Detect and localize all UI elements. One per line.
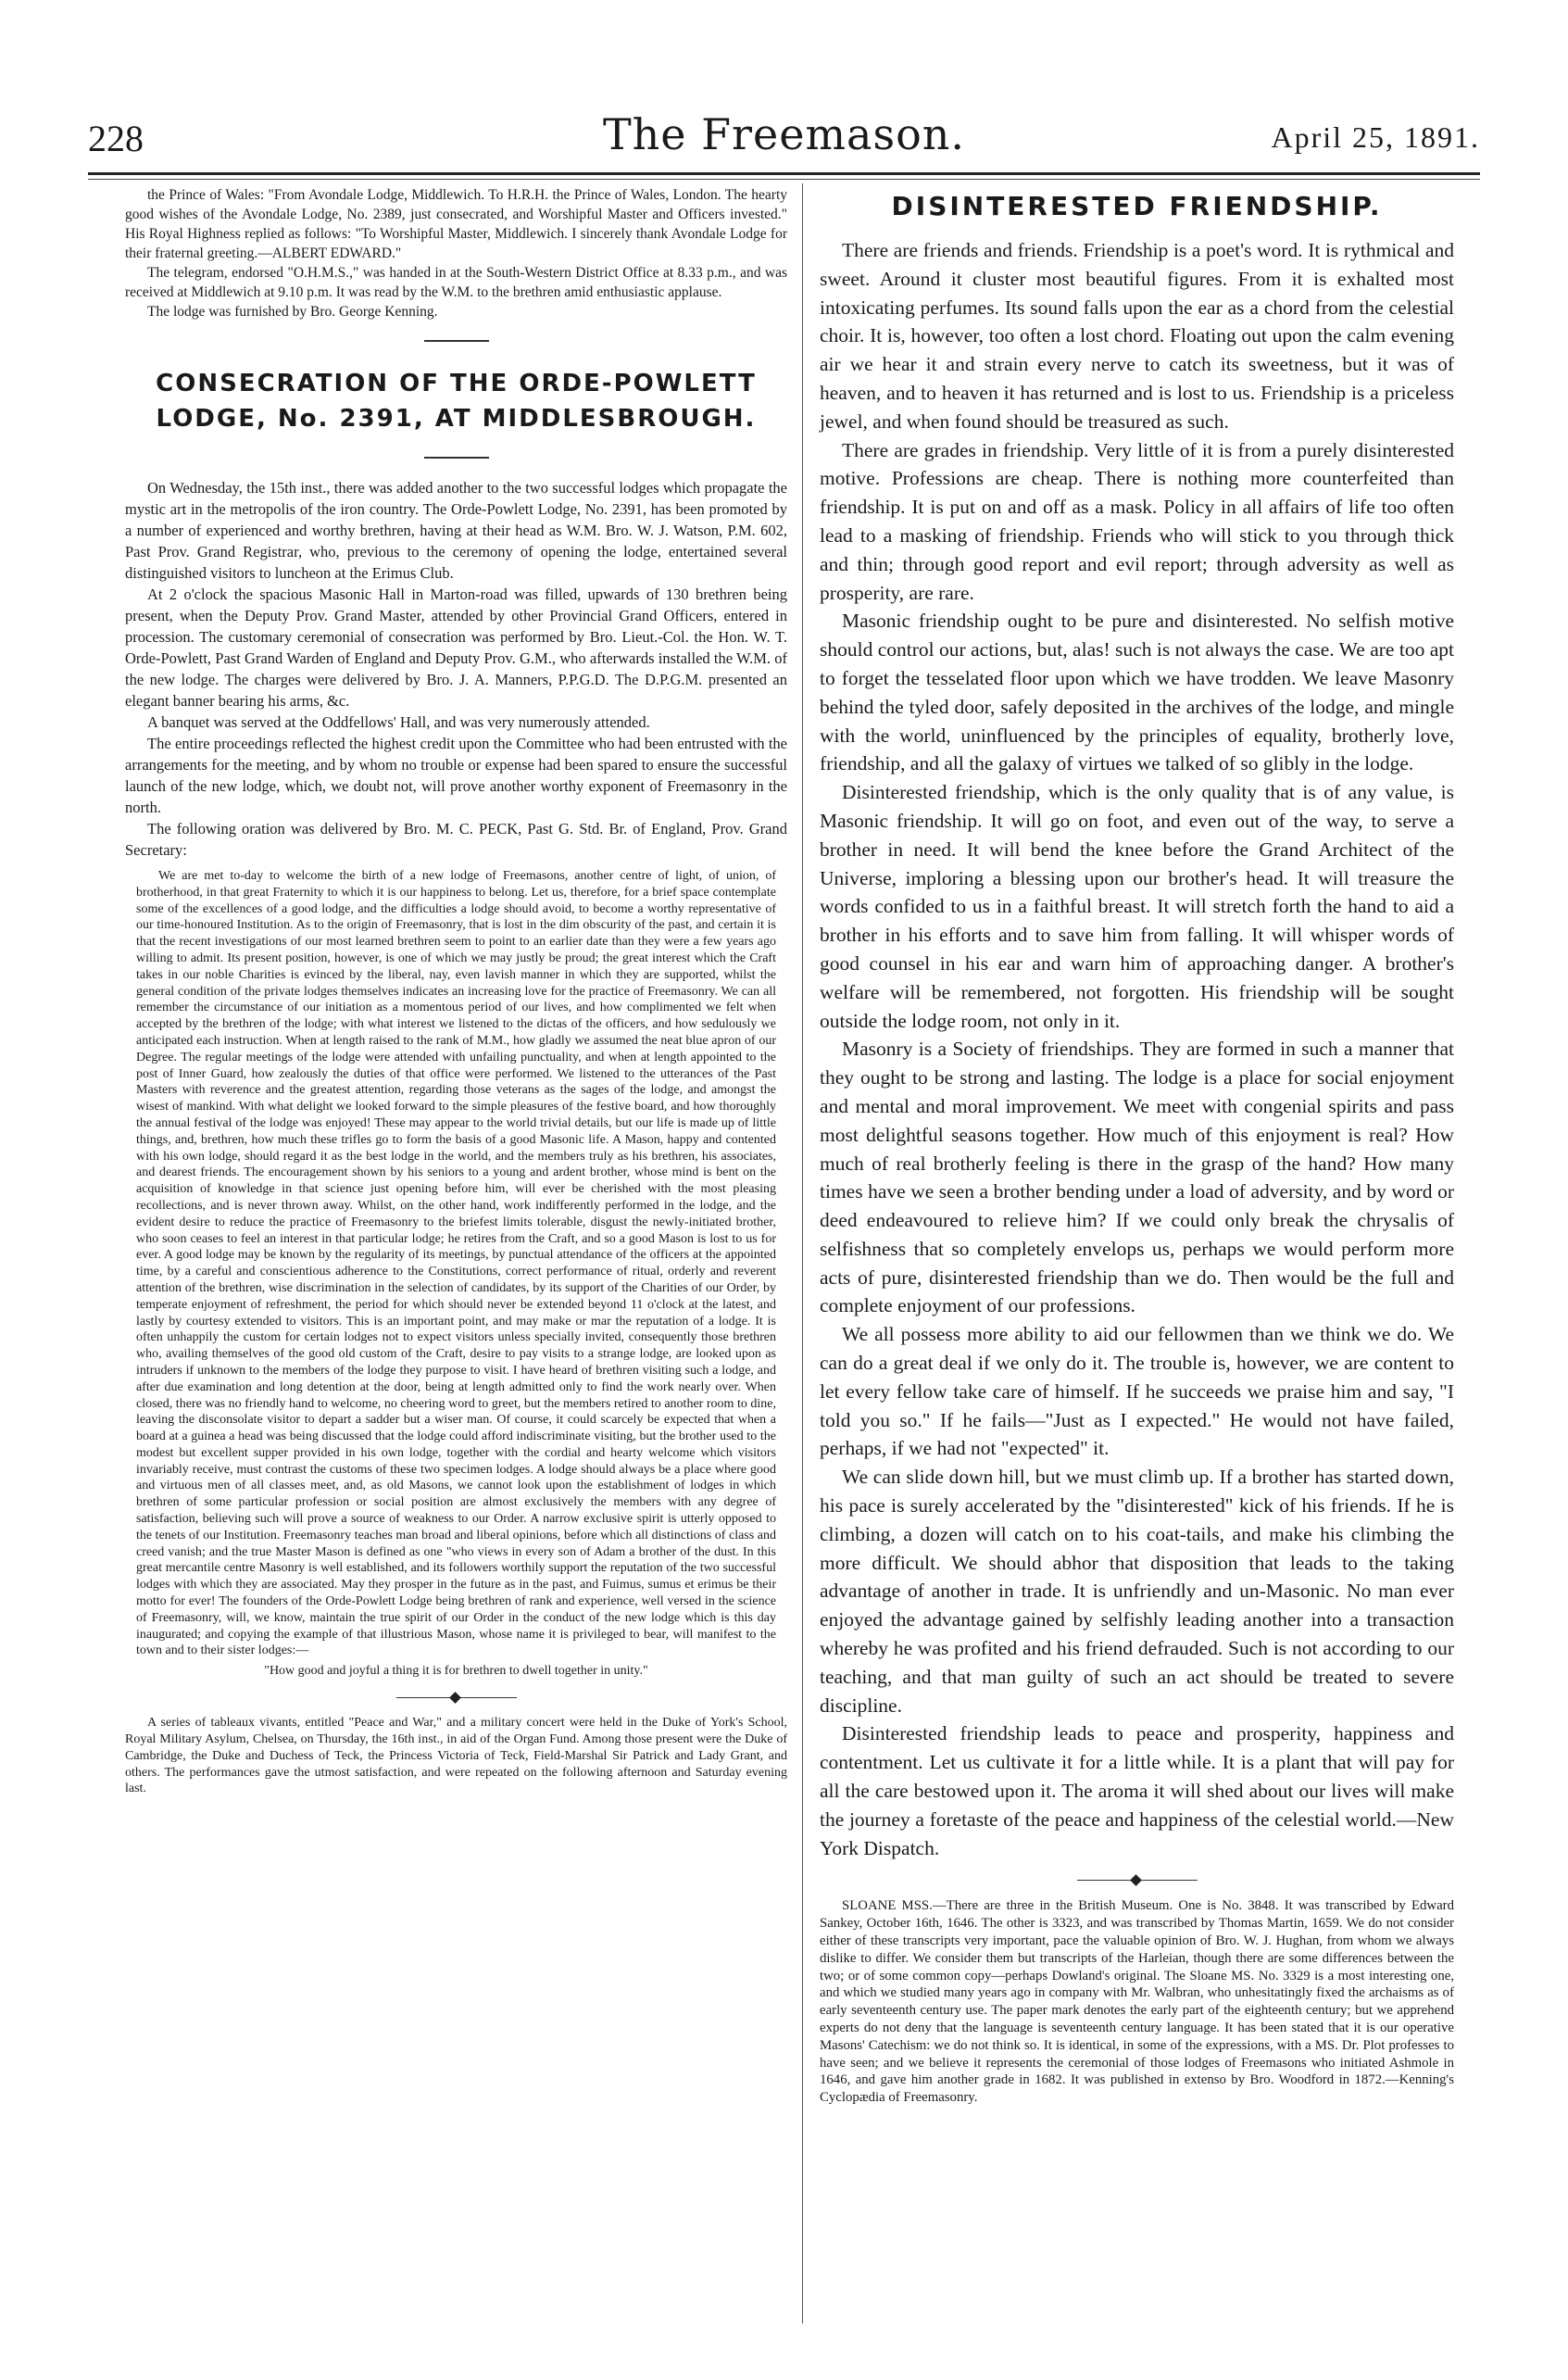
report-paragraph: On Wednesday, the 15th inst., there was added another to the two successful lodges which propagate the mystic art in the metropolis of the iron country. The Orde-Powlett Lodge, No. 2391, has been promoted by a number of experienced and worthy brethren, having at their head as W.M. Bro. W. J. Watson, P.M. 602, Past Prov. Grand Registrar, who, previous to the ceremony of opening the lodge, entertained several distinguished visitors to luncheon at the Erimus Club. — [125, 479, 787, 582]
newspaper-title: The Freemason. — [602, 109, 966, 159]
friendship-paragraph: Masonry is a Society of friendships. They are formed in such a manner that they ought to be strong and lasting. The lodge is a place for social enjoyment and mental and moral improvement. We meet with congenial spirits and pass most delightful seasons together. How much of this enjoyment is real? How much of real brotherly feeling is there in the grasp of the hand? How many times have we seen a brother bending under a load of adversity, and by word or deed endeavoured to relieve him? If we could only break the chrysalis of selfishness that so completely envelops us, perhaps we would perform more acts of pure, disinterested friendship than we do. Then would be the full and complete enjoyment of our professions. — [820, 1038, 1454, 1317]
diamond-ornament-icon — [1130, 1875, 1142, 1887]
page-number: 228 — [88, 118, 144, 159]
diamond-ornament-icon — [449, 1692, 461, 1704]
section-rule — [424, 457, 489, 459]
friendship-paragraph: There are friends and friends. Friendship is a poet's word. It is rythmical and sweet. Around it cluster most beautiful figures. From it is exhalted most intoxicating perfumes. Its sound falls upon the ear as a chord from the celestial choir. It is, however, too often a lost chord. Floating out upon the calm evening air we hear it and strain every nerve to catch its sweetness, but it was of heaven, and to heaven it has returned and is lost to us. Friendship is a priceless jewel, and when found should be treasured as such. — [820, 239, 1454, 433]
section-ornament — [396, 1694, 517, 1702]
section-ornament — [1077, 1877, 1198, 1884]
report-paragraph: The following oration was delivered by Bro. M. C. PECK, Past G. Std. Br. of England, Prov. Grand Secretary: — [125, 820, 787, 859]
masthead — [88, 109, 1480, 165]
oration-text: We are met to-day to welcome the birth of a new lodge of Freemasons, another centre of light, of union, of brotherhood, in that great Fraternity to which it is our happiness to belong. Let us, therefore, for a brief space contemplate some of the excellences of a good lodge, and the difficulties a lodge should avoid, to become a worthy representative of our time-honoured Institution. As to the origin of Freemasonry, that is lost in the dim obscurity of the past, and certain it is that the recent investigations of our most learned brethren seem to point to an earlier date than they were a few years ago willing to admit. Its present position, however, is one of which we may justly be proud; the great interest which the Craft takes in our noble Charities is evinced by the liberal, nay, even lavish manner in which they are supported, whilst the general condition of the private lodges themselves indicates an increasing love for the practice of Freemasonry. We can all remember the circumstance of our initiation as a momentous period of our lives, and how complimented we felt when accepted by the brethren of the lodge; with what interest we listened to the dictas of the officers, and how sedulously we anticipated each instruction. When at length raised to the rank of M.M., how gladly we assumed the neat blue apron of our Degree. The regular meetings of the lodge were attended with unfailing punctuality, and when at length appointed to the post of Inner Guard, how zealously the duties of that office were performed. We listened to the utterances of the Past Masters with reverence and the greatest attention, regarding those veterans as the sages of the lodge, and amongst the wisest of mankind. With what delight we looked forward to the simple pleasures of the festive board, and how thoroughly the annual festival of the lodge was enjoyed! These may appear to the world trivial details, but our life is made up of little things, and, brethren, how much these trifles go to form the basis of a good Masonic life. A Mason, happy and contented with his own lodge, should regard it as the best lodge in the world, and the members truly as his brethren, his associates, and dearest friends. The encouragement shown by his seniors to a young and ardent brother, whose mind is bent on the acquisition of knowledge in that science just opening before him, will ever be cherished with the most pleasing recollections, and is never thrown away. Whilst, on the other hand, work indifferently performed in the lodge, and the evident desire to reduce the practice of Freemasonry to the briefest limits tolerable, disgust the newly-initiated brother, who soon ceases to feel an interest in that particular lodge; he retires from the Craft, and so a good Mason is lost to us for ever. A good lodge may be known by the regularity of its meetings, by punctual attendance of the officers at the appointed time, by a careful and conscientious adherence to the Constitutions, correct performance of ritual, orderly and reverent attention of the brethren, wise discrimination in the selection of candidates, by its support of the Charities of our Order, by temperate enjoyment of refreshment, the period for which should never be extended beyond 11 o'clock at the latest, and lastly by courtesy extended to visitors. This is an important point, and may make or mar the reputation of a lodge. It is often unhappily the custom for certain lodges not to expect visitors unless specially invited, consequently those brethren who, availing themselves of the good old custom of the Craft, desire to pay visits to a strange lodge, are looked upon as intruders if unknown to the members of the lodge they purpose to visit. I have heard of brethren visiting such a lodge, and after due examination and long detention at the door, being at length admitted only to find the work nearly over. When closed, there was no friendly hand to welcome, no cheering word to greet, but the members retired to another room to dine, leaving the disconsolate visitor to depart a sadder but a wiser man. Of course, it could scarcely be expected that when a board at a guinea a head was being discussed that the lodge could afford indiscriminate visiting, but the brother used to the modest but excellent supper provided in his own lodge, together with the cordial and hearty welcome which visitors invariably receive, must contrast the customs of these two specimen lodges. A lodge should always be a place where good and virtuous men of all classes meet, and, as old Masons, we cannot look upon the establishment of lodges in which brethren of some particular profession or social position are almost exclusively the members with any degree of satisfaction, believing such will prove a source of weakness to our Order. A narrow exclusive spirit is utterly opposed to the tenets of our Institution. Freemasonry teaches man broad and liberal opinions, before which all distinctions of class and creed vanish; and the true Master Mason is defined as one "who views in every son of Adam a brother of the dust. In this great mercantile centre Masonry is well established, and its followers worthily support the reputation of the two successful lodges with which they are associated. May they prosper in the future as in the past, and Fuimus, sumus et erimus be their motto for ever! The founders of the Orde-Powlett Lodge being brethren of rank and experience, well versed in the science of Freemasonry, will, we know, maintain the true spirit of our Order in the conduct of the new lodge which is this day inaugurated; and copying the example of that illustrious Mason, whose name it is privileged to bear, will manifest to the town and to their sister lodges:— — [136, 869, 776, 1658]
friendship-paragraph: Disinterested friendship, which is the only quality that is of any value, is Masonic friendship. It will go on foot, and even out of the way, to serve a brother in need. It will bend the knee before the Grand Architect of the Universe, imploring a blessing upon our brother's head. It will treasure the words confided to us in a faithful breast. It will stretch forth the hand to aid a brother in his efforts and to save him from falling. It will whisper words of good counsel in his ear and warn him of approaching danger. A brother's welfare will be remembered, not forgotten. His friendship will be sought outside the lodge room, not only in it. — [820, 781, 1454, 1032]
left-column — [125, 185, 787, 1797]
header-rule-thin — [88, 179, 1480, 180]
friendship-paragraph: Disinterested friendship leads to peace and prosperity, happiness and contentment. Let us cultivate it for a little while. It is a plant that will pay for all the care bestowed upon it. The aroma it will shed about our lives will make the journey a foretaste of the peace and happiness of the celestial world.—New York Dispatch. — [820, 1722, 1454, 1859]
section-rule — [424, 340, 489, 342]
report-paragraph: The entire proceedings reflected the highest credit upon the Committee who had been entrusted with the arrangements for the meeting, and by whom no trouble or expense had been spared to ensure the successful launch of the new lodge, which, we doubt not, will prove another worthy exponent of Freemasonry in the north. — [125, 735, 787, 816]
issue-date: April 25, 1891. — [1271, 120, 1480, 154]
header-rule — [88, 172, 1480, 175]
notice-paragraph: A series of tableaux vivants, entitled "Peace and War," and a military concert were held in the Duke of York's School, Royal Military Asylum, Chelsea, on Thursday, the 16th inst., in aid of the Organ Fund. Among those present were the Duke of Cambridge, the Duke and Duchess of Teck, the Princess Victoria of Teck, Field-Marshal Sir Patrick and Lady Grant, and others. The performances gave the utmost satisfaction, and were repeated on the following afternoon and Saturday evening last. — [125, 1716, 787, 1796]
sloane-note-paragraph: SLOANE MSS.—There are three in the British Museum. One is No. 3848. It was transcribed by Edward Sankey, October 16th, 1646. The other is 3323, and was transcribed by Thomas Martin, 1659. We do not consider either of these transcripts very important, pace the valuable opinion of Bro. W. J. Hughan, from whom we always dislike to differ. We consider them but transcripts of the Harleian, though there are some differences between the two; or of some common copy—perhaps Dowland's original. The Sloane MS. No. 3329 is a most interesting one, and which we studied many years ago in company with Mr. Walbran, who unhesitatingly fixed the archaisms as of early seventeenth century use. The paper mark denotes the early part of the eighteenth century; but we apprehend experts do not deny that the language is seventeenth century language. It has been stated that it is our operative Masons' Catechism: we do not think so. It is identical, in some of the expressions, with a MS. Dr. Plot professes to have seen; and we believe it represents the ceremonial of those lodges of Freemasons who initiated Ashmole in 1646, and gave him another grade in 1682. It was published in extenso by Bro. Woodford in 1872.—Kenning's Cyclopædia of Freemasonry. — [820, 1898, 1454, 2106]
friendship-paragraph: Masonic friendship ought to be pure and disinterested. No selfish motive should control our actions, but, alas! such is not always the case. We are too apt to forget the tesselated floor upon which we have trodden. We leave Masonry behind the tyled door, safely deposited in the archives of the lodge, and mingle with the world, uninfluenced by the principles of equality, brotherly love, friendship, and all the galaxy of virtues we talked of so glibly in the lodge. — [820, 610, 1454, 775]
intro-paragraph: The telegram, endorsed "O.H.M.S.," was handed in at the South-Western District Office at 8.33 p.m., and was received at Middlewich at 9.10 p.m. It was read by the W.M. to the brethren amid enthusiastic applause. — [125, 265, 787, 300]
article-headline-consecration: CONSECRATION OF THE ORDE-POWLETT LODGE, No. 2391, AT MIDDLESBROUGH. — [156, 370, 757, 433]
oration-quote: "How good and joyful a thing it is for brethren to dwell together in unity." — [264, 1664, 648, 1679]
column-divider — [802, 183, 803, 2323]
intro-paragraph: the Prince of Wales: "From Avondale Lodge, Middlewich. To H.R.H. the Prince of Wales, London. The hearty good wishes of the Avondale Lodge, No. 2389, just consecrated, and Worshipful Master and Officers invested." His Royal Highness replied as follows: "To Worshipful Master, Middlewich. I sincerely thank Avondale Lodge for their fraternal greeting.—ALBERT EDWARD." — [125, 187, 787, 261]
article-headline-friendship: DISINTERESTED FRIENDSHIP. — [891, 191, 1383, 221]
friendship-paragraph: We can slide down hill, but we must climb up. If a brother has started down, his pace is surely accelerated by the "disinterested" kick of his friends. If he is climbing, a dozen will catch on to his coat-tails, and make his climbing the more difficult. We should abhor that disposition that leads to the taking advantage of another in trade. It is unfriendly and un-Masonic. No man ever enjoyed the advantage gained by selfishly leading another into a transaction whereby he was profited and his friend defrauded. Such is not according to our teaching, and that man guilty of such an act should be treated to severe discipline. — [820, 1466, 1454, 1717]
friendship-paragraph: There are grades in friendship. Very little of it is from a purely disinterested motive. Professions are cheap. There is nothing more counterfeited than friendship. It is put on and off as a mask. Policy in all affairs of life too often lead to a masking of friendship. Friends who will stick to you through thick and thin; through good report and evil report; through adversity as well as prosperity, are rare. — [820, 438, 1454, 604]
report-paragraph: A banquet was served at the Oddfellows' Hall, and was very numerously attended. — [147, 713, 650, 731]
intro-paragraph: The lodge was furnished by Bro. George Kenning. — [147, 304, 438, 320]
report-paragraph: At 2 o'clock the spacious Masonic Hall in Marton-road was filled, upwards of 130 brethren being present, when the Deputy Prov. Grand Master, attended by other Provincial Grand Officers, entered in procession. The customary ceremonial of consecration was performed by Bro. Lieut.-Col. the Hon. W. T. Orde-Powlett, Past Grand Warden of England and Deputy Prov. G.M., who afterwards installed the W.M. of the new lodge. The charges were delivered by Bro. J. A. Manners, P.P.G.D. The D.P.G.M. presented an elegant banner bearing his arms, &c. — [125, 586, 787, 710]
right-column — [820, 185, 1454, 2107]
friendship-paragraph: We all possess more ability to aid our fellowmen than we think we do. We can do a great deal if we only do it. The trouble is, however, we are content to let every fellow take care of himself. If he succeeds we praise him and say, "I told you so." If he fails—"Just as I expected." He would not have failed, perhaps, if we had not "expected" it. — [820, 1323, 1454, 1460]
